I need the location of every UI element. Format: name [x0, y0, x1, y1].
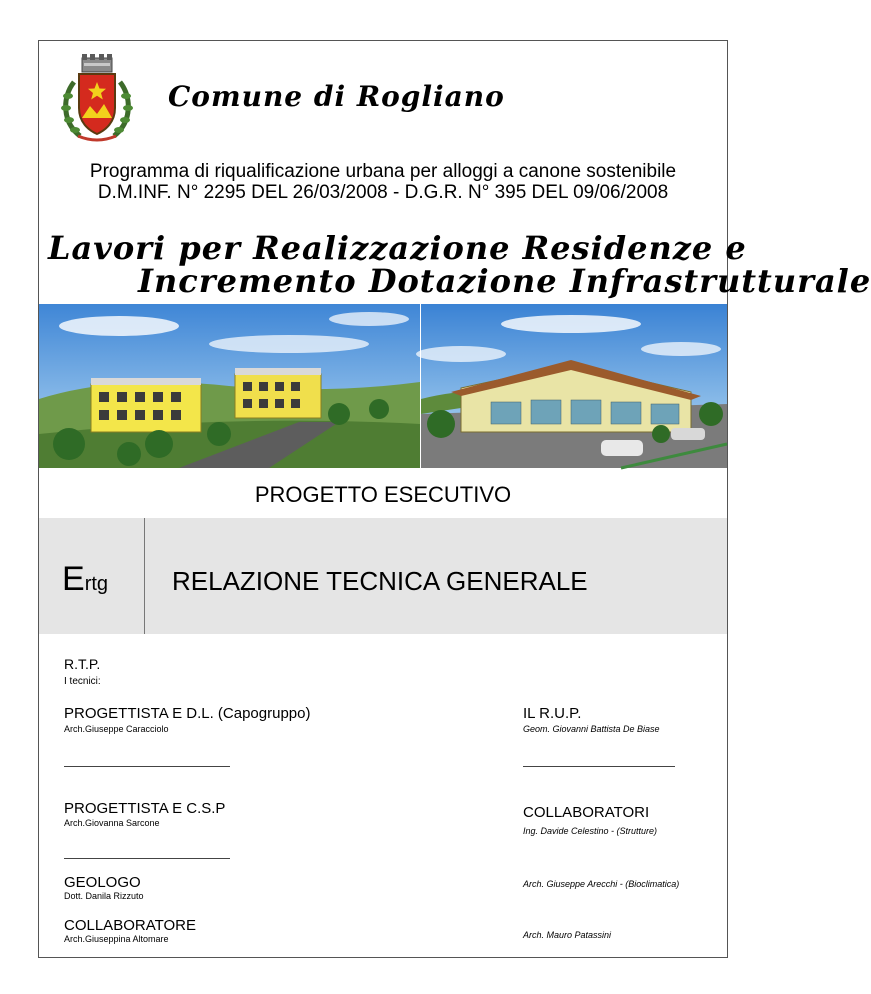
collaboratore-strutture: Ing. Davide Celestino - (Strutture) [523, 826, 658, 836]
project-stage-label: PROGETTO ESECUTIVO [254, 482, 512, 507]
title-band-divider [144, 518, 145, 634]
works-title-line-2: Incremento Dotazione Infrastrutturale [138, 262, 871, 300]
progettista-dl-label: PROGETTISTA E D.L. (Capogruppo) [64, 705, 311, 722]
signature-line [523, 766, 675, 767]
document-title: RELAZIONE TECNICA GENERALE [172, 566, 588, 596]
collaboratore-bioclimatica: Arch. Giuseppe Arecchi - (Bioclimatica) [523, 879, 680, 889]
collaboratore-patassini: Arch. Mauro Patassini [523, 930, 612, 940]
document-code-suffix: rtg [84, 573, 109, 595]
rup-label: IL R.U.P. [523, 705, 582, 722]
collaboratore-label: COLLABORATORE [64, 917, 196, 934]
works-title-line-1: Lavori per Realizzazione Residenze e [48, 229, 747, 267]
rendering-residential-buildings [39, 304, 420, 468]
progettista-csp-name: Arch.Giovanna Sarcone [64, 818, 160, 828]
geologo-name: Dott. Danila Rizzuto [64, 891, 144, 901]
signature-line [64, 766, 230, 767]
document-code-letter: E [62, 560, 85, 598]
programme-decree-reference: D.M.INF. N° 2295 DEL 26/03/2008 - D.G.R. N° 395 DEL 09/06/2008 [97, 182, 669, 203]
signature-line [64, 858, 230, 859]
rtp-label: R.T.P. [64, 656, 101, 672]
collaboratori-label: COLLABORATORI [523, 804, 650, 821]
progettista-dl-name: Arch.Giuseppe Caracciolo [64, 724, 169, 734]
collaboratore-name: Arch.Giuseppina Altomare [64, 934, 169, 944]
document-code [62, 560, 108, 599]
municipality-title: Comune di Rogliano [168, 80, 505, 113]
geologo-label: GEOLOGO [64, 874, 141, 891]
rendering-infrastructure-building [421, 304, 727, 468]
progettista-csp-label: PROGETTISTA E C.S.P [64, 800, 226, 817]
programme-title: Programma di riqualificazione urbana per alloggi a canone sostenibile [89, 161, 677, 182]
rup-name: Geom. Giovanni Battista De Biase [523, 724, 660, 734]
tecnici-label: I tecnici: [64, 676, 101, 687]
coat-of-arms-emblem [60, 52, 134, 144]
